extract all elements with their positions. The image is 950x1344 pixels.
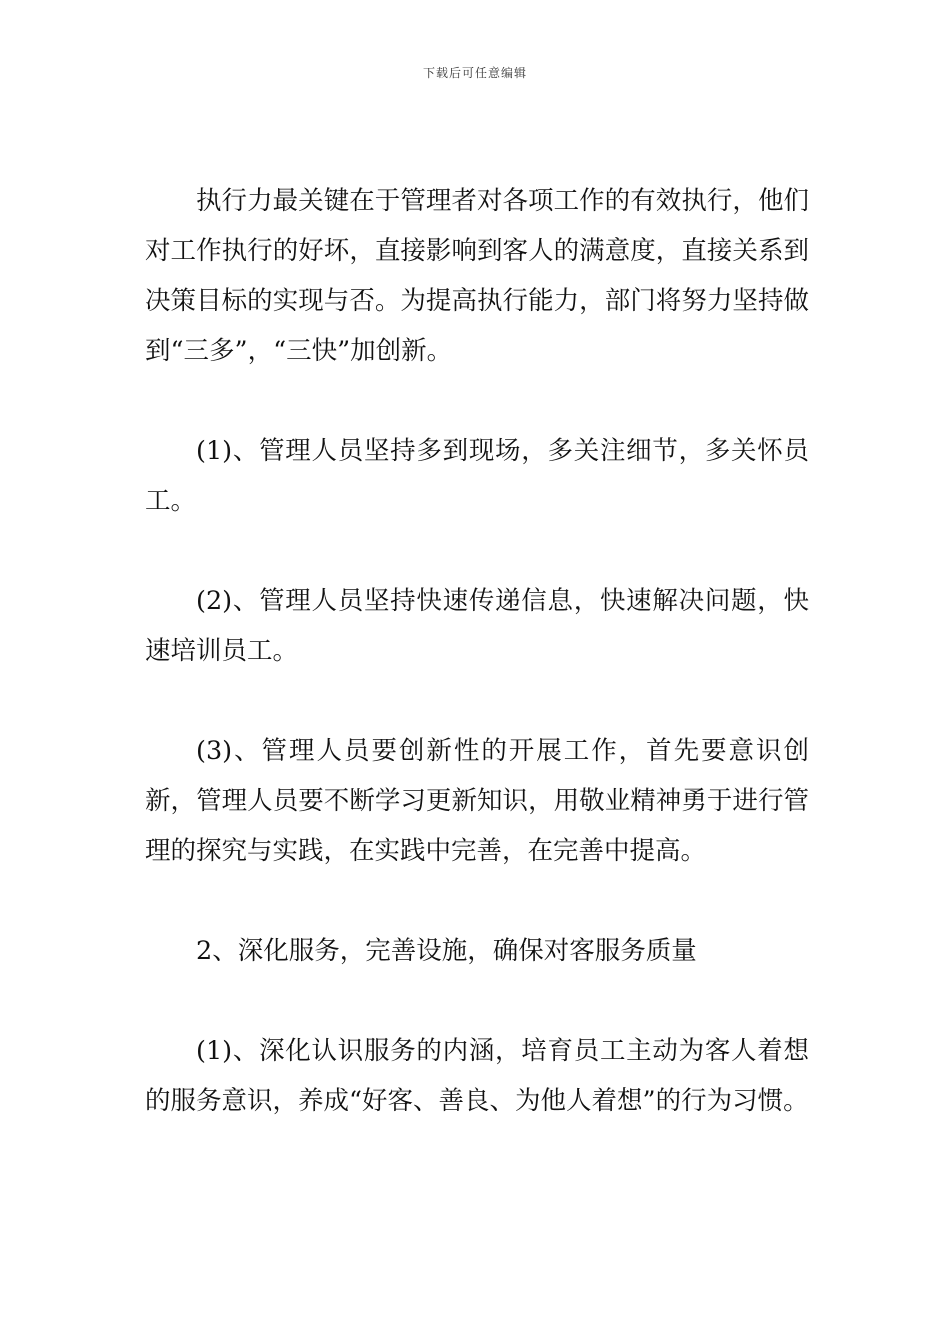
paragraph-item-2: (2)、管理人员坚持快速传递信息，快速解决问题，快速培训员工。 <box>145 586 809 666</box>
header-note: 下载后可任意编辑 <box>422 66 527 80</box>
paragraph-execution: 执行力最关键在于管理者对各项工作的有效执行，他们对工作执行的好坏，直接影响到客人的满意度，直接关系到决策目标的实现与否。为提高执行能力，部门将努力坚持做到“三多”，“三快”加创新。 <box>145 186 809 366</box>
section-heading-2: 2、深化服务，完善设施，确保对客服务质量 <box>196 936 697 966</box>
paragraph-item-1: (1)、管理人员坚持多到现场，多关注细节，多关怀员工。 <box>145 436 809 516</box>
paragraph-item-3: (3)、管理人员要创新性的开展工作，首先要意识创新，管理人员要不断学习更新知识，用敬业精神勇于进行管理的探究与实践，在实践中完善，在完善中提高。 <box>145 736 809 866</box>
document-body <box>145 176 809 1126</box>
paragraph-service-1: (1)、深化认识服务的内涵，培育员工主动为客人着想的服务意识，养成“好客、善良、为他人着想”的行为习惯。 <box>145 1036 809 1116</box>
